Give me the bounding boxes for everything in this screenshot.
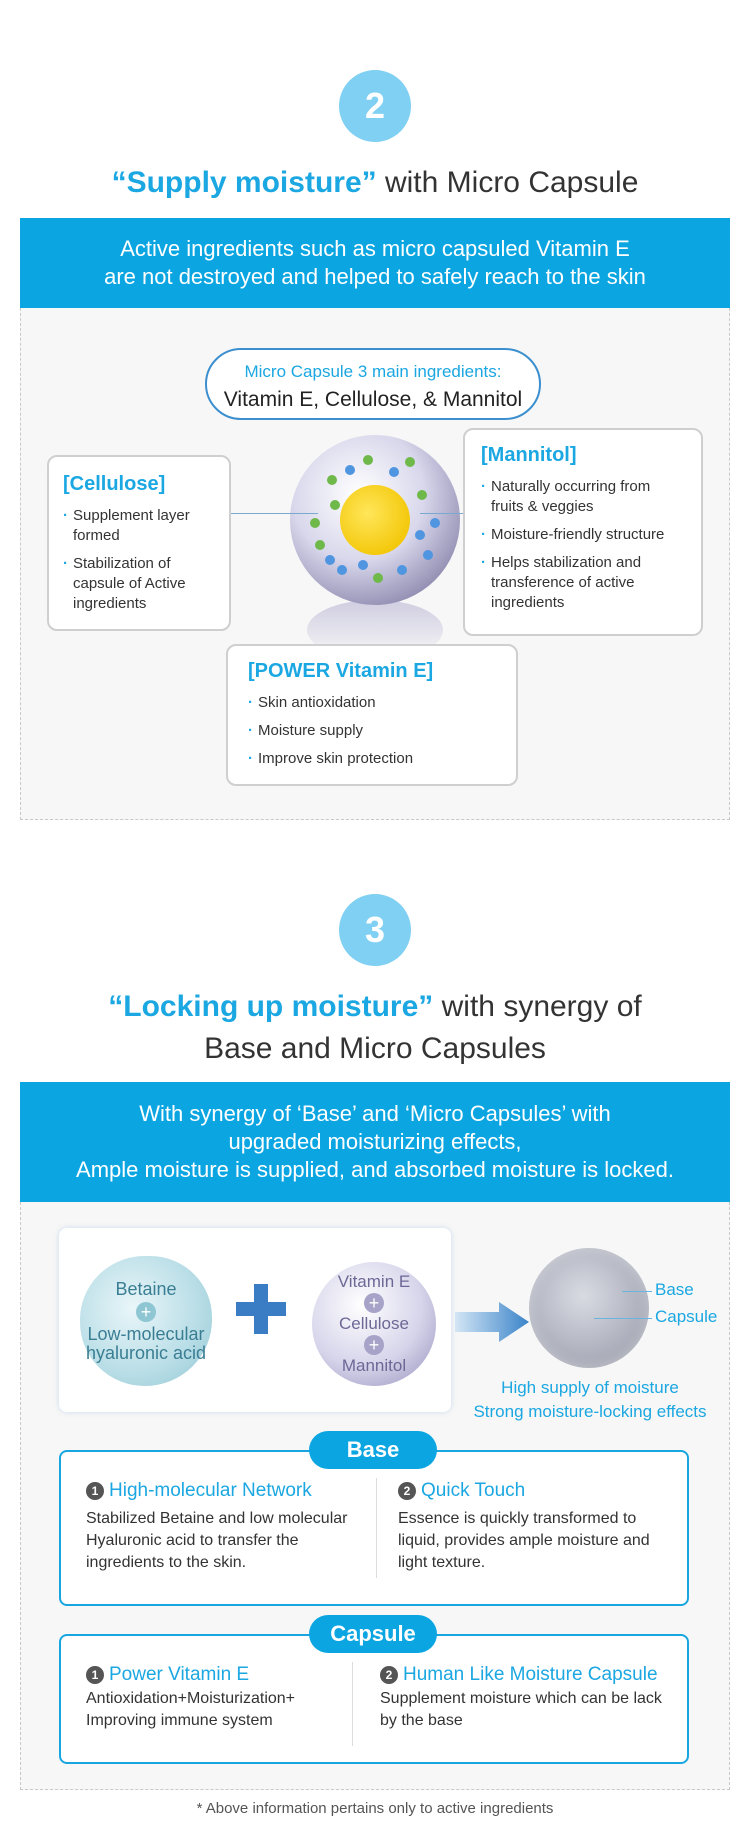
item-title: Human Like Moisture Capsule xyxy=(403,1664,658,1685)
list-item: · Stabilization of capsule of Active ingredients xyxy=(63,554,215,614)
result-sphere xyxy=(529,1248,649,1368)
banner-line: Ample moisture is supplied, and absorbed moisture is locked. xyxy=(76,1157,674,1182)
step-number: 3 xyxy=(364,909,386,950)
item-title: Power Vitamin E xyxy=(109,1664,250,1685)
footnote: * Above information pertains only to active ingredients xyxy=(196,1800,554,1817)
item-title: Quick Touch xyxy=(421,1480,526,1501)
connector-line-left xyxy=(230,513,318,514)
item-body: Supplement moisture which can be lack by the base xyxy=(380,1690,662,1729)
section-3-heading-line2: Base and Micro Capsules xyxy=(204,1032,546,1065)
heading-highlight: “Locking up moisture” xyxy=(108,990,434,1023)
vitamin-e-list xyxy=(248,693,496,769)
sphere-label: Mannitol xyxy=(341,1356,407,1375)
base-item-2 xyxy=(398,1480,676,1574)
number-badge: 1 xyxy=(86,1666,104,1684)
divider xyxy=(376,1478,377,1578)
arrow-right-icon xyxy=(455,1302,529,1342)
mannitol-list xyxy=(481,477,685,613)
ingredients-pill xyxy=(205,348,541,420)
caption-line: High supply of moisture xyxy=(501,1378,679,1397)
heading-rest: with synergy of xyxy=(433,990,642,1023)
banner-line: Active ingredients such as micro capsuled Vitamin E xyxy=(120,236,630,261)
mannitol-card xyxy=(463,428,703,636)
capsule-pointer-line xyxy=(594,1318,652,1319)
capsule-sphere xyxy=(312,1262,436,1386)
caption-line: Strong moisture-locking effects xyxy=(473,1402,707,1421)
list-item: · Supplement layer formed xyxy=(63,506,215,546)
capsule-tag: Capsule xyxy=(309,1615,437,1653)
cellulose-title: [Cellulose] xyxy=(63,473,166,495)
banner-line: upgraded moisturizing effects, xyxy=(228,1129,522,1154)
step-number: 2 xyxy=(364,85,386,126)
micro-capsule-illustration xyxy=(270,420,480,650)
banner-line: are not destroyed and helped to safely reach to the skin xyxy=(104,264,646,289)
capsule-item-2 xyxy=(380,1664,680,1732)
list-item: · Skin antioxidation xyxy=(248,693,496,713)
drop-label: hyaluronic acid xyxy=(85,1342,207,1363)
pill-ingredients: Vitamin E, Cellulose, & Mannitol xyxy=(223,388,523,411)
item-body: Stabilized Betaine and low molecular Hyaluronic acid to transfer the ingredients to the skin. xyxy=(86,1510,348,1571)
base-drop xyxy=(80,1256,212,1386)
list-item: · Improve skin protection xyxy=(248,749,496,769)
result-caption xyxy=(460,1376,720,1424)
item-body: Antioxidation+Moisturization+ Improving immune system xyxy=(86,1690,296,1729)
drop-label: Low-molecular xyxy=(87,1323,205,1344)
list-item: · Moisture-friendly structure xyxy=(481,525,685,545)
base-tag: Base xyxy=(309,1431,437,1469)
vitamin-e-title: [POWER Vitamin E] xyxy=(248,660,434,682)
connector-line-right xyxy=(420,513,466,514)
plus-icon xyxy=(254,1284,268,1334)
banner-line: With synergy of ‘Base’ and ‘Micro Capsules’ with xyxy=(139,1101,611,1126)
section-3-banner xyxy=(20,1082,730,1202)
section-2-heading xyxy=(0,162,750,204)
pill-caption: Micro Capsule 3 main ingredients: xyxy=(244,362,502,381)
drop-label: Betaine xyxy=(115,1278,177,1299)
step-3-badge xyxy=(339,894,411,966)
sphere-label: Vitamin E xyxy=(337,1272,411,1291)
base-pointer-line xyxy=(622,1291,652,1292)
list-item: · Moisture supply xyxy=(248,721,496,741)
vitamin-e-card xyxy=(226,644,518,786)
capsule-label: Capsule xyxy=(655,1307,718,1326)
base-label: Base xyxy=(655,1280,694,1299)
capsule-item-1 xyxy=(86,1664,344,1732)
cellulose-list xyxy=(63,506,215,614)
divider xyxy=(352,1662,353,1746)
item-body: Essence is quickly transformed to liquid, provides ample moisture and light texture. xyxy=(398,1510,650,1571)
item-title: High-molecular Network xyxy=(109,1480,312,1501)
number-badge: 2 xyxy=(398,1482,416,1500)
step-2-badge xyxy=(339,70,411,142)
section-2-banner xyxy=(20,218,730,308)
mannitol-title: [Mannitol] xyxy=(481,444,577,466)
cellulose-card xyxy=(47,455,231,631)
plus-icon: + xyxy=(364,1293,384,1313)
list-item: · Naturally occurring from fruits & veggies xyxy=(481,477,685,517)
number-badge: 1 xyxy=(86,1482,104,1500)
number-badge: 2 xyxy=(380,1666,398,1684)
heading-highlight: “Supply moisture” xyxy=(111,166,377,199)
sphere-label: Cellulose xyxy=(339,1314,409,1333)
plus-icon: + xyxy=(136,1302,156,1322)
section-3-heading xyxy=(0,986,750,1028)
list-item: · Helps stabilization and transference of active ingredients xyxy=(481,553,685,613)
plus-icon: + xyxy=(364,1335,384,1355)
heading-rest: with Micro Capsule xyxy=(376,166,639,199)
base-item-1 xyxy=(86,1480,368,1574)
